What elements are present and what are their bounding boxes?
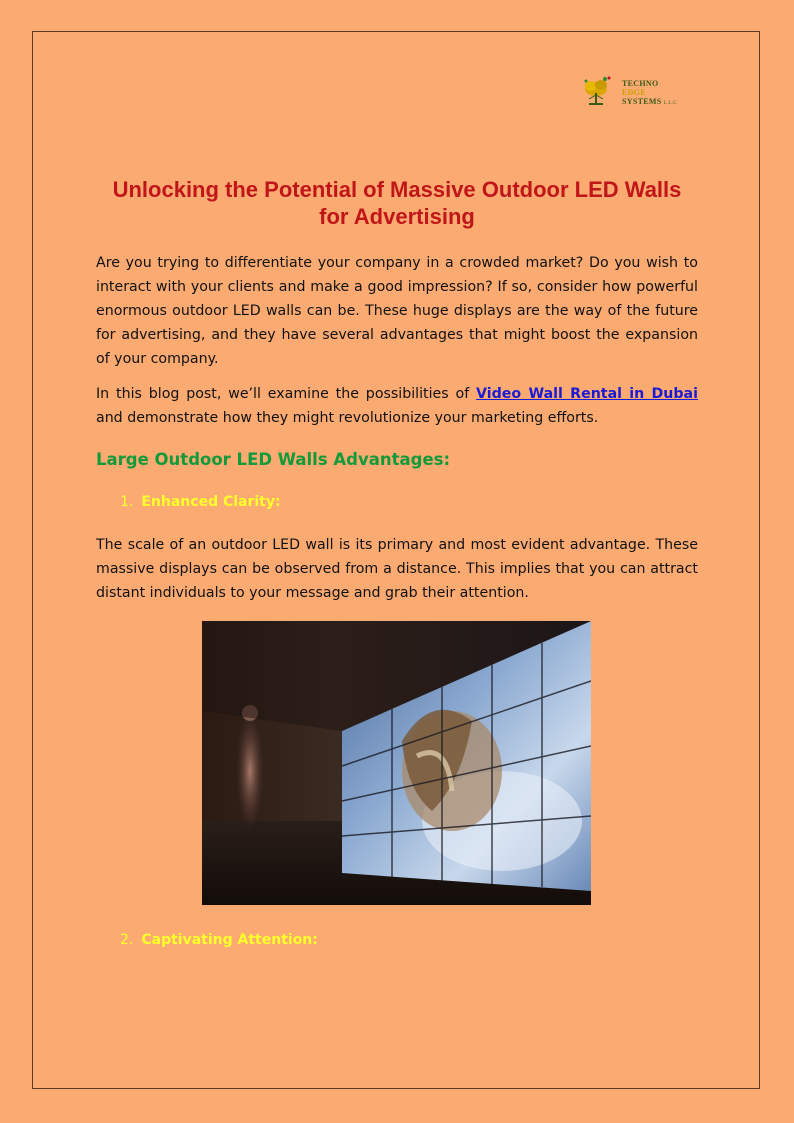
list-number: 1. — [120, 494, 134, 510]
blog-text-after: and demonstrate how they might revolutionize your marketing efforts. — [96, 410, 599, 426]
list-label: Captivating Attention: — [141, 932, 318, 948]
section-heading: Large Outdoor LED Walls Advantages: — [96, 450, 451, 469]
video-wall-rental-link[interactable]: Video Wall Rental in Dubai — [476, 386, 698, 402]
blog-paragraph — [96, 382, 698, 430]
logo-line-2: EDGE — [622, 88, 646, 97]
list-label: Enhanced Clarity: — [141, 494, 281, 510]
blog-text-before: In this blog post, we’ll examine the possibilities of — [96, 386, 477, 402]
led-video-wall-photo — [202, 621, 591, 905]
video-wall-image — [202, 621, 591, 905]
intro-paragraph: Are you trying to differentiate your company in a crowded market? Do you wish to interact with your clients and make a good impression? If so, consider how powerful enormous outdoor LED walls can be. These huge displays are the way of the future for advertising, and they have several advantages that might boost the expansion of your company. — [96, 255, 698, 367]
logo-line-3 — [622, 97, 677, 108]
list-number: 2. — [120, 932, 134, 948]
list-item-enhanced-clarity — [120, 494, 281, 510]
logo-text — [622, 79, 677, 108]
logo-line-1: TECHNO — [622, 79, 659, 88]
company-logo — [578, 75, 708, 111]
logo-line-3-text: SYSTEMS — [622, 97, 662, 106]
list-item-captivating-attention — [120, 932, 318, 948]
logo-tree-icon — [578, 75, 620, 111]
clarity-paragraph: The scale of an outdoor LED wall is its primary and most evident advantage. These massive displays can be observed from a distance. This implies that you can attract distant individuals to your message and grab their attention. — [96, 537, 698, 601]
logo-llc: L.L.C — [663, 101, 677, 106]
page-title: Unlocking the Potential of Massive Outdoor LED Walls for Advertising — [112, 177, 682, 229]
